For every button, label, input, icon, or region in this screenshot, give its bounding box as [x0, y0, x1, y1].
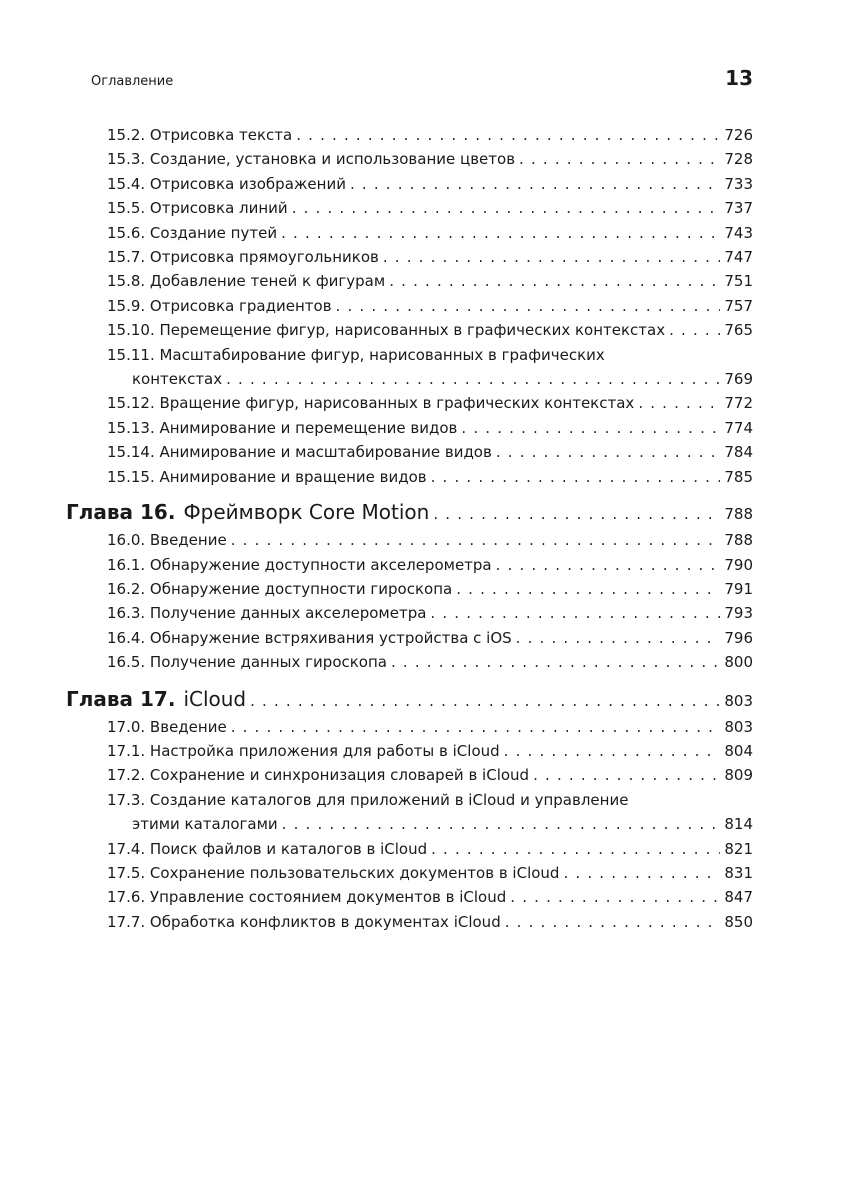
toc-entry-15-11[interactable] — [107, 343, 753, 392]
toc-entry-label-line1: 15.11. Масштабирование фигур, нарисованных в графических — [107, 345, 605, 364]
toc-entry-label: 16.3. Получение данных акселерометра — [107, 604, 427, 623]
chapter-title: iCloud — [183, 686, 247, 711]
toc-entry-page: 850 — [724, 912, 753, 931]
toc-entry[interactable] — [107, 577, 753, 601]
toc-entry-label: 15.4. Отрисовка изображений — [107, 174, 346, 193]
toc-entry-page: 809 — [724, 766, 753, 785]
leader-dots — [638, 391, 720, 415]
toc-entry[interactable] — [107, 715, 753, 739]
leader-dots — [496, 440, 721, 464]
leader-dots — [533, 763, 720, 787]
toc-entry-page: 728 — [724, 150, 753, 169]
toc-entry[interactable] — [107, 910, 753, 934]
leader-dots — [510, 885, 720, 909]
toc-entry[interactable] — [107, 763, 753, 787]
running-header — [91, 66, 753, 90]
toc-entry-label: 17.7. Обработка конфликтов в документах iCloud — [107, 912, 501, 931]
leader-dots — [296, 123, 720, 147]
toc-entry-page: 788 — [724, 531, 753, 550]
toc-entry-label: 15.3. Создание, установка и использование цветов — [107, 150, 516, 169]
leader-dots — [389, 269, 720, 293]
chapter-number: Глава 17. — [66, 686, 176, 711]
toc-entry[interactable] — [107, 553, 753, 577]
toc-entry-page: 784 — [724, 443, 753, 462]
toc-entry-label: 17.5. Сохранение пользовательских документов в iCloud — [107, 863, 560, 882]
toc-entry[interactable] — [107, 739, 753, 763]
toc-entry-label: 15.7. Отрисовка прямоугольников — [107, 248, 379, 267]
toc-entry-page: 785 — [724, 467, 753, 486]
toc-entry-page: 793 — [724, 604, 753, 623]
leader-dots — [250, 687, 720, 715]
chapter-16-heading[interactable] — [66, 498, 753, 528]
toc-entry-label: 15.12. Вращение фигур, нарисованных в графических контекстах — [107, 394, 635, 413]
leader-dots — [516, 626, 721, 650]
toc-entry[interactable] — [107, 885, 753, 909]
chapter-title: Фреймворк Core Motion — [183, 500, 430, 525]
leader-dots — [505, 910, 721, 934]
leader-dots — [431, 837, 720, 861]
leader-dots — [496, 553, 721, 577]
leader-dots — [226, 367, 720, 391]
toc-entry-label: 17.2. Сохранение и синхронизация словарей в iCloud — [107, 766, 530, 785]
toc-entry[interactable] — [107, 528, 753, 552]
toc-entry[interactable] — [107, 650, 753, 674]
section-17a-entries — [0, 715, 841, 788]
leader-dots — [282, 812, 721, 836]
toc-entry-page: 751 — [724, 272, 753, 291]
toc-entry-page: 821 — [724, 839, 753, 858]
chapter-number: Глава 16. — [66, 500, 176, 525]
leader-dots — [383, 245, 720, 269]
toc-entry-17-3[interactable] — [107, 788, 753, 837]
toc-entry-label-line2: контекстах — [132, 370, 223, 389]
toc-entry-page: 790 — [724, 555, 753, 574]
toc-entry[interactable] — [107, 123, 753, 147]
toc-entry[interactable] — [107, 391, 753, 415]
toc-entry[interactable] — [107, 416, 753, 440]
toc-entry-label: 17.4. Поиск файлов и каталогов в iCloud — [107, 839, 428, 858]
toc-entry-label: 15.10. Перемещение фигур, нарисованных в графических контекстах — [107, 321, 666, 340]
toc-entry[interactable] — [107, 861, 753, 885]
toc-entry-page: 804 — [724, 741, 753, 760]
leader-dots — [563, 861, 720, 885]
leader-dots — [292, 196, 721, 220]
page-number: 13 — [725, 66, 753, 90]
leader-dots — [430, 601, 720, 625]
leader-dots — [231, 528, 721, 552]
toc-entry[interactable] — [107, 172, 753, 196]
toc-entry[interactable] — [107, 837, 753, 861]
toc-entry[interactable] — [107, 318, 753, 342]
section-16-entries — [0, 528, 841, 674]
chapter-page: 788 — [724, 505, 753, 524]
toc-entry-label: 16.1. Обнаружение доступности акселерометра — [107, 555, 492, 574]
running-header-title: Оглавление — [91, 74, 174, 89]
toc-entry[interactable] — [107, 269, 753, 293]
toc-entry-page: 726 — [724, 126, 753, 144]
leader-dots — [391, 650, 720, 674]
toc-entry[interactable] — [107, 626, 753, 650]
toc-entry-page: 796 — [724, 628, 753, 647]
toc-entry-page: 747 — [724, 248, 753, 267]
toc-entry-label: 16.4. Обнаружение встряхивания устройства с iOS — [107, 628, 512, 647]
leader-dots — [504, 739, 721, 763]
toc-entry-label: 15.6. Создание путей — [107, 223, 278, 242]
leader-dots — [669, 318, 720, 342]
leader-dots — [461, 416, 720, 440]
toc-entry-page: 772 — [724, 394, 753, 413]
toc-entry[interactable] — [107, 245, 753, 269]
toc-entry[interactable] — [107, 294, 753, 318]
section-15-entries — [0, 123, 841, 343]
toc-entry-label-line1: 17.3. Создание каталогов для приложений в iCloud и управление — [107, 790, 629, 809]
section-17b-entries — [0, 837, 841, 935]
toc-entry-label: 15.9. Отрисовка градиентов — [107, 296, 332, 315]
toc-entry-label-line2: этими каталогами — [132, 815, 278, 834]
leader-dots — [281, 221, 720, 245]
toc-entry-label: 15.13. Анимирование и перемещение видов — [107, 418, 458, 437]
chapter-17-heading[interactable] — [66, 685, 753, 715]
leader-dots — [433, 500, 720, 528]
toc-entry-label: 17.6. Управление состоянием документов в iCloud — [107, 888, 507, 907]
toc-entry-page: 737 — [724, 199, 753, 218]
leader-dots — [231, 715, 721, 739]
chapter-page: 803 — [724, 691, 753, 710]
leader-dots — [336, 294, 721, 318]
toc-entry-label: 16.2. Обнаружение доступности гироскопа — [107, 579, 453, 598]
toc-entry-page: 774 — [724, 418, 753, 437]
toc-entry-label: 16.0. Введение — [107, 531, 227, 550]
toc-entry-label: 17.1. Настройка приложения для работы в iCloud — [107, 741, 500, 760]
section-15b-entries — [0, 391, 841, 489]
toc-entry-page: 757 — [724, 296, 753, 315]
toc-entry-label: 15.5. Отрисовка линий — [107, 199, 288, 218]
leader-dots — [519, 147, 720, 171]
toc-entry-page: 803 — [724, 717, 753, 736]
toc-entry[interactable] — [107, 440, 753, 464]
toc-entry-page: 831 — [724, 863, 753, 882]
toc-entry-page: 814 — [724, 815, 753, 834]
toc-entry-page: 847 — [724, 888, 753, 907]
toc-entry[interactable] — [107, 196, 753, 220]
toc-entry-label: 15.15. Анимирование и вращение видов — [107, 467, 427, 486]
toc-entry-page: 769 — [724, 370, 753, 389]
leader-dots — [431, 465, 721, 489]
toc-entry-label: 16.5. Получение данных гироскопа — [107, 653, 387, 672]
toc-entry[interactable] — [107, 465, 753, 489]
toc-entry[interactable] — [107, 147, 753, 171]
toc-entry-page: 733 — [724, 174, 753, 193]
toc-entry-label: 15.8. Добавление теней к фигурам — [107, 272, 386, 291]
toc-entry-label: 15.14. Анимирование и масштабирование видов — [107, 443, 492, 462]
toc-entry[interactable] — [107, 221, 753, 245]
leader-dots — [350, 172, 720, 196]
toc-entry-label: 17.0. Введение — [107, 717, 227, 736]
toc-entry-page: 800 — [724, 653, 753, 672]
toc-entry-label: 15.2. Отрисовка текста — [107, 126, 293, 144]
toc-entry[interactable] — [107, 601, 753, 625]
toc-entry-page: 743 — [724, 223, 753, 242]
toc-entry-page: 765 — [724, 321, 753, 340]
table-of-contents — [0, 123, 841, 934]
leader-dots — [456, 577, 720, 601]
toc-entry-page: 791 — [724, 579, 753, 598]
